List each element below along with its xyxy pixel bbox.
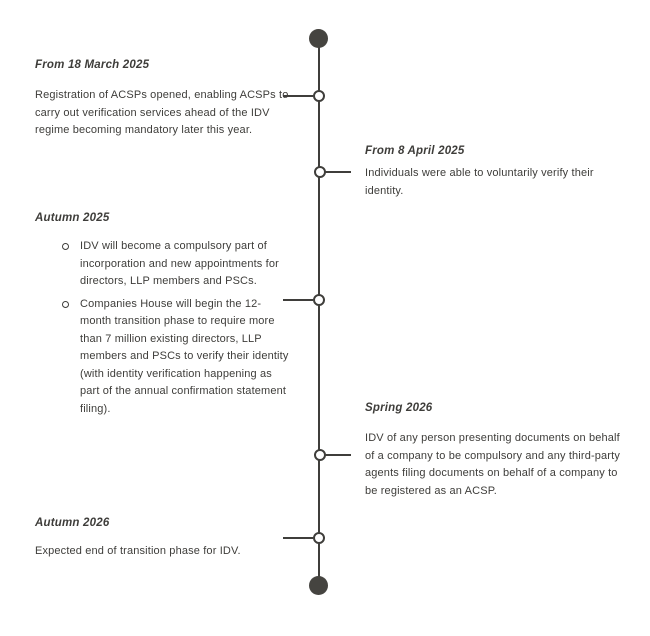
- event-date: From 18 March 2025: [35, 59, 150, 71]
- event-date: Autumn 2025: [35, 212, 110, 224]
- timeline-node-icon: [313, 90, 325, 102]
- timeline-event-autumn-2026: [35, 515, 291, 561]
- timeline-node-icon: [313, 532, 325, 544]
- timeline-start-dot-icon: [309, 29, 328, 48]
- bullet-item: [35, 238, 291, 291]
- bullet-text: IDV will become a compulsory part of incorporation and new appointments for directors, LLP members and PSCs.: [80, 240, 279, 287]
- bullet-circle-icon: [62, 243, 69, 250]
- bullet-item: [35, 296, 291, 419]
- event-description: IDV of any person presenting documents on behalf of a company to be compulsory and any third-party agents filing documents on behalf of a company to be registered as an ACSP.: [365, 432, 620, 497]
- timeline-event-april-2025: [365, 143, 621, 200]
- timeline-axis-line: [318, 38, 320, 585]
- event-date: Autumn 2026: [35, 517, 110, 529]
- timeline-event-autumn-2025: [35, 210, 291, 418]
- event-description: Individuals were able to voluntarily verify their identity.: [365, 167, 594, 197]
- timeline-node-icon: [314, 166, 326, 178]
- bullet-circle-icon: [62, 301, 69, 308]
- event-date: From 8 April 2025: [365, 145, 465, 157]
- timeline-node-icon: [313, 294, 325, 306]
- timeline-end-dot-icon: [309, 576, 328, 595]
- bullet-text: Companies House will begin the 12-month transition phase to require more than 7 million existing directors, LLP members and PSCs to verify their identity (with identity verification happening as part of the annual confirmation statement filing).: [80, 297, 289, 415]
- event-description: Registration of ACSPs opened, enabling ACSPs to carry out verification services ahead of the IDV regime becoming mandatory later this year.: [35, 89, 289, 136]
- event-description: Expected end of transition phase for IDV.: [35, 545, 241, 557]
- timeline-node-icon: [314, 449, 326, 461]
- event-date: Spring 2026: [365, 402, 433, 414]
- event-bullet-list: [35, 238, 291, 418]
- timeline-event-spring-2026: [365, 400, 621, 500]
- timeline-event-march-2025: [35, 57, 291, 140]
